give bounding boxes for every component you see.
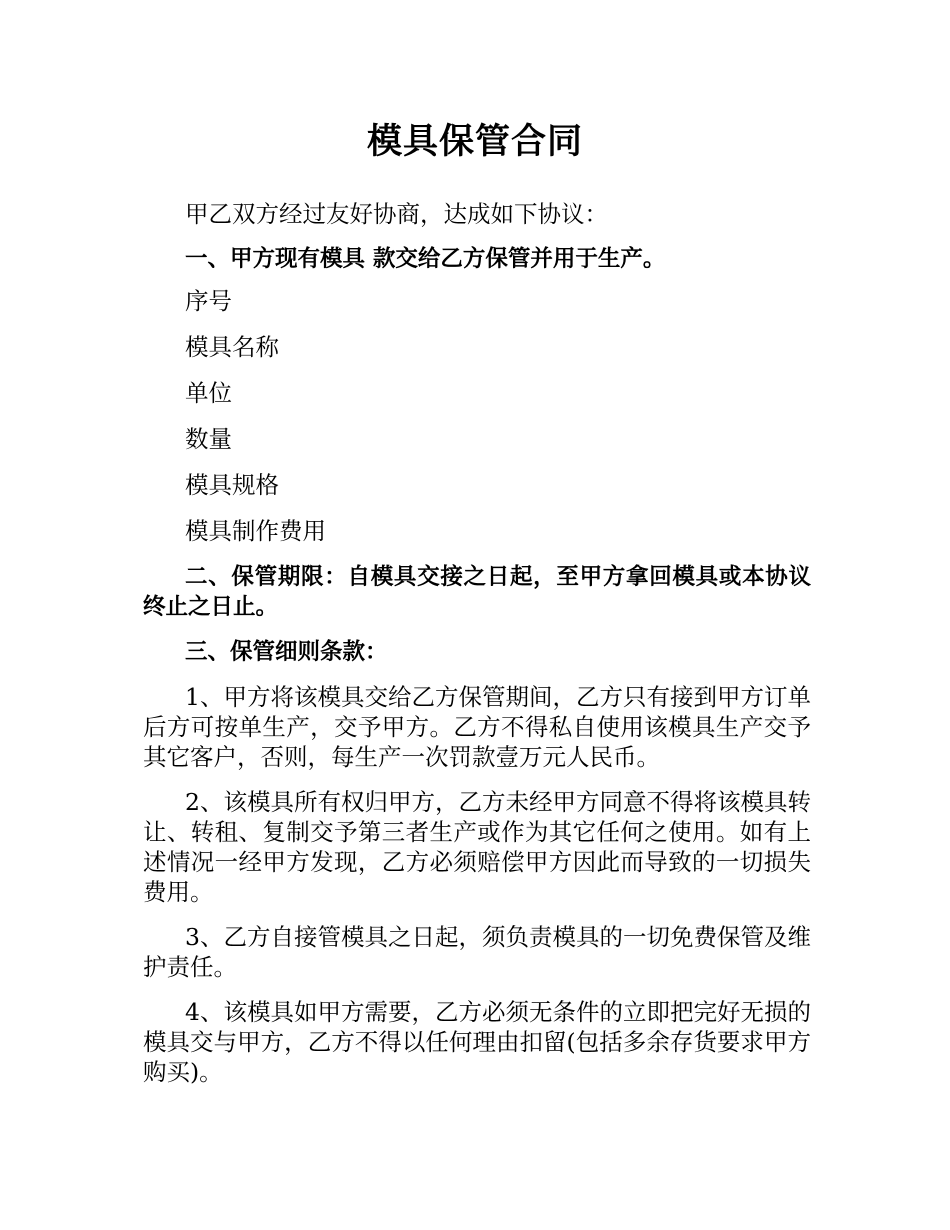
field-unit: 单位 [185,379,232,407]
clause-3: 3、乙方自接管模具之日起，须负责模具的一切免费保管及维护责任。 [143,923,811,981]
clause-4: 4、该模具如甲方需要，乙方必须无条件的立即把完好无损的模具交与甲方，乙方不得以任何理由扣留(包括多余存货要求甲方购买)。 [143,998,811,1086]
field-serial-number: 序号 [185,287,232,315]
section-3-heading: 三、保管细则条款： [185,639,388,665]
document-body [143,199,811,1102]
section-2-heading: 二、保管期限：自模具交接之日起，至甲方拿回模具或本协议终止之日止。 [143,564,811,620]
section-1-heading: 一、甲方现有模具 款交给乙方保管并用于生产。 [185,246,666,272]
field-mold-spec: 模具规格 [185,471,279,499]
intro-paragraph: 甲乙双方经过友好协商，达成如下协议： [185,200,608,228]
clause-1: 1、甲方将该模具交给乙方保管期间，乙方只有接到甲方订单后方可按单生产，交予甲方。乙方不得私自使用该模具生产交予其它客户，否则，每生产一次罚款壹万元人民币。 [143,683,811,771]
field-mold-name: 模具名称 [185,333,279,361]
field-mold-cost: 模具制作费用 [185,517,326,545]
document-title: 模具保管合同 [366,122,583,162]
field-quantity: 数量 [185,425,232,453]
clause-2: 2、该模具所有权归甲方，乙方未经甲方同意不得将该模具转让、转租、复制交予第三者生产或作为其它任何之使用。如有上述情况一经甲方发现，乙方必须赔偿甲方因此而导致的一切损失费用。 [143,788,811,906]
